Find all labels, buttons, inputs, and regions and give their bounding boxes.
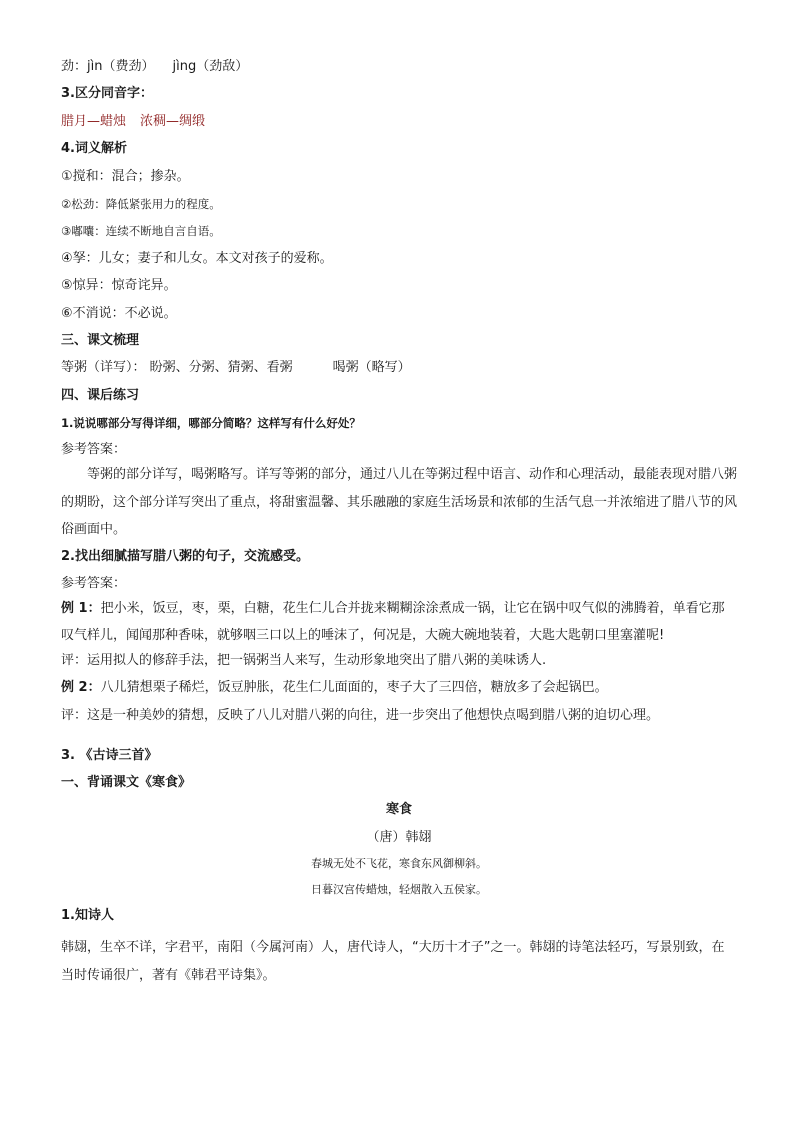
example-2 [61, 679, 737, 697]
document-page [61, 58, 737, 990]
question-1: 1.说说哪部分写得详细，哪部分简略？这样写有什么好处？ [61, 416, 361, 431]
outline-heading: 三、课文梳理 [61, 332, 140, 348]
outline-line [61, 359, 737, 377]
homophones-heading: 3.区分同音字： [61, 86, 153, 102]
exercises-heading: 四、课后练习 [61, 387, 140, 403]
poem-line-2: 日暮汉宫传蜡烛，轻烟散入五侯家。 [311, 882, 487, 896]
vocab-item: ②松劲：降低紧张用力的程度。 [61, 196, 221, 211]
poem-title: 寒食 [385, 802, 412, 818]
example-1-text: 把小米，饭豆，枣，栗，白糖，花生仁儿合并拢来糊糊涂涂煮成一锅，让它在锅中叹气似的沸腾着，单看它那叹气样儿，闻闻那种香味，就够咽三口以上的唾沫了，何况是，大碗大碗地装着，大匙大匙朝口里塞灌呢! [61, 601, 725, 644]
vocab-item: ⑤惊异：惊奇诧异。 [61, 278, 177, 294]
recite-heading: 一、背诵课文《寒食》 [61, 775, 192, 791]
reference-answer-label: 参考答案： [61, 576, 127, 592]
vocab-heading: 4.词义解析 [61, 141, 127, 157]
poet-text: 韩翃，生卒不详，字君平，南阳（今属河南）人，唐代诗人，“大历十才子”之一。韩翃的诗笔法轻巧，写景别致，在当时传诵很广，著有《韩君平诗集》。 [61, 940, 725, 983]
question-2: 2.找出细腻描写腊八粥的句子，交流感受。 [61, 548, 309, 564]
homophones-line [61, 113, 737, 131]
comment-1: 评：运用拟人的修辞手法，把一锅粥当人来写，生动形象地突出了腊八粥的美味诱人. [61, 652, 547, 668]
pronunciation-reading-1: jìn（费劲） [87, 59, 155, 74]
homophone-pair-2: 浓稠—绸缎 [140, 113, 206, 129]
pronunciation-reading-2: jìng（劲敌） [172, 59, 249, 74]
example-2-text: 八儿猜想栗子稀烂，饭豆肿胀，花生仁儿面面的，枣子大了三四倍，糖放多了会起锅巴。 [100, 680, 608, 696]
outline-detailed: 等粥（详写）： 盼粥、分粥、猜粥、看粥 [61, 360, 293, 376]
example-1 [61, 595, 737, 650]
poem-author: （唐）韩翃 [366, 829, 432, 845]
vocab-item: ⑥不消说：不必说。 [61, 305, 177, 321]
pronunciation-char: 劲： [61, 59, 88, 74]
example-1-label: 例 1： [61, 601, 101, 617]
poem-line-1: 春城无处不飞花，寒食东风御柳斜。 [311, 857, 487, 871]
vocab-item: ③嘟囔：连续不断地自言自语。 [61, 224, 221, 239]
reference-answer-label: 参考答案： [61, 442, 127, 458]
comment-2: 评：这是一种美妙的猜想，反映了八儿对腊八粥的向往，进一步突出了他想快点喝到腊八粥的迫切心理。 [61, 707, 660, 723]
poet-heading: 1.知诗人 [61, 908, 114, 924]
vocab-item: ④孥：儿女；妻子和儿女。本文对孩子的爱称。 [61, 250, 333, 266]
vocab-item: ①搅和：混合；掺杂。 [61, 168, 190, 184]
example-2-label: 例 2： [61, 680, 101, 696]
homophone-pair-1: 腊月—蜡烛 [61, 113, 127, 129]
pronunciation-line [61, 58, 737, 76]
answer-1: 等粥的部分详写，喝粥略写。详写等粥的部分，通过八儿在等粥过程中语言、动作和心理活动，最能表现对腊八粥的期盼，这个部分详写突出了重点，将甜蜜温馨、其乐融融的家庭生活场景和浓郁的生活气息一并浓缩进了腊八节的风俗画面中。 [61, 467, 738, 538]
outline-brief: 喝粥（略写） [332, 360, 411, 376]
lesson-3-title: 3. 《古诗三首》 [61, 747, 158, 763]
